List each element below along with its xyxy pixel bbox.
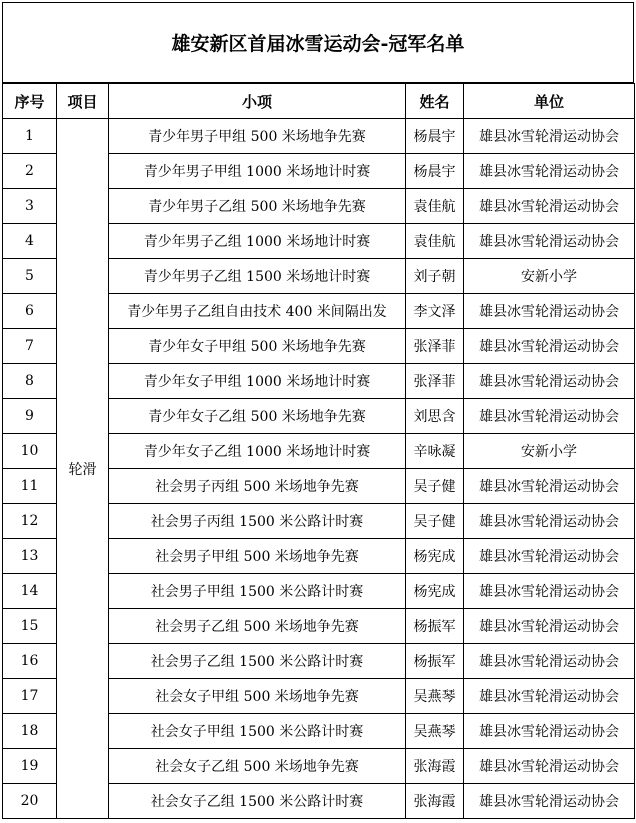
row-seq: 18 bbox=[3, 714, 57, 749]
row-event: 青少年男子甲组 500 米场地争先赛 bbox=[109, 119, 406, 154]
row-seq: 19 bbox=[3, 749, 57, 784]
row-unit: 安新小学 bbox=[464, 434, 635, 469]
row-name: 吴子健 bbox=[406, 504, 464, 539]
row-event: 社会女子甲组 1500 米公路计时赛 bbox=[109, 714, 406, 749]
row-name: 杨晨宇 bbox=[406, 119, 464, 154]
row-name: 吴子健 bbox=[406, 469, 464, 504]
row-seq: 2 bbox=[3, 154, 57, 189]
row-unit: 雄县冰雪轮滑运动协会 bbox=[464, 224, 635, 259]
row-seq: 1 bbox=[3, 119, 57, 154]
row-event: 社会女子甲组 500 米场地争先赛 bbox=[109, 679, 406, 714]
row-event: 社会男子甲组 1500 米公路计时赛 bbox=[109, 574, 406, 609]
row-name: 袁佳航 bbox=[406, 224, 464, 259]
row-event: 社会女子乙组 500 米场地争先赛 bbox=[109, 749, 406, 784]
row-name: 吴燕琴 bbox=[406, 679, 464, 714]
row-unit: 雄县冰雪轮滑运动协会 bbox=[464, 504, 635, 539]
row-unit: 雄县冰雪轮滑运动协会 bbox=[464, 574, 635, 609]
row-unit: 雄县冰雪轮滑运动协会 bbox=[464, 329, 635, 364]
row-unit: 雄县冰雪轮滑运动协会 bbox=[464, 189, 635, 224]
row-name: 张泽菲 bbox=[406, 329, 464, 364]
row-seq: 15 bbox=[3, 609, 57, 644]
row-seq: 3 bbox=[3, 189, 57, 224]
row-event: 青少年男子乙组 1500 米场地计时赛 bbox=[109, 259, 406, 294]
row-event: 社会男子丙组 500 米场地争先赛 bbox=[109, 469, 406, 504]
row-event: 青少年男子乙组 500 米场地争先赛 bbox=[109, 189, 406, 224]
row-seq: 7 bbox=[3, 329, 57, 364]
row-event: 社会男子丙组 1500 米公路计时赛 bbox=[109, 504, 406, 539]
project-cell: 轮滑 bbox=[57, 119, 109, 819]
row-seq: 13 bbox=[3, 539, 57, 574]
row-event: 青少年男子乙组自由技术 400 米间隔出发 bbox=[109, 294, 406, 329]
row-event: 青少年女子甲组 500 米场地争先赛 bbox=[109, 329, 406, 364]
row-name: 杨晨宇 bbox=[406, 154, 464, 189]
row-name: 张泽菲 bbox=[406, 364, 464, 399]
row-event: 青少年女子乙组 500 米场地争先赛 bbox=[109, 399, 406, 434]
header-seq: 序号 bbox=[3, 84, 57, 119]
row-event: 社会男子乙组 500 米场地争先赛 bbox=[109, 609, 406, 644]
row-unit: 雄县冰雪轮滑运动协会 bbox=[464, 539, 635, 574]
header-project: 项目 bbox=[57, 84, 109, 119]
row-name: 杨振军 bbox=[406, 644, 464, 679]
row-unit: 安新小学 bbox=[464, 259, 635, 294]
table-body bbox=[3, 119, 635, 819]
row-unit: 雄县冰雪轮滑运动协会 bbox=[464, 784, 635, 819]
row-unit: 雄县冰雪轮滑运动协会 bbox=[464, 294, 635, 329]
row-seq: 17 bbox=[3, 679, 57, 714]
row-seq: 16 bbox=[3, 644, 57, 679]
header-row bbox=[3, 84, 635, 119]
row-name: 张海霞 bbox=[406, 784, 464, 819]
row-event: 青少年男子甲组 1000 米场地计时赛 bbox=[109, 154, 406, 189]
row-seq: 6 bbox=[3, 294, 57, 329]
row-name: 吴燕琴 bbox=[406, 714, 464, 749]
header-event: 小项 bbox=[109, 84, 406, 119]
row-unit: 雄县冰雪轮滑运动协会 bbox=[464, 399, 635, 434]
row-seq: 11 bbox=[3, 469, 57, 504]
row-name: 刘思含 bbox=[406, 399, 464, 434]
row-seq: 8 bbox=[3, 364, 57, 399]
row-event: 社会女子乙组 1500 米公路计时赛 bbox=[109, 784, 406, 819]
row-seq: 9 bbox=[3, 399, 57, 434]
row-event: 社会男子甲组 500 米场地争先赛 bbox=[109, 539, 406, 574]
row-unit: 雄县冰雪轮滑运动协会 bbox=[464, 644, 635, 679]
row-name: 李文泽 bbox=[406, 294, 464, 329]
row-name: 辛咏凝 bbox=[406, 434, 464, 469]
row-seq: 4 bbox=[3, 224, 57, 259]
row-unit: 雄县冰雪轮滑运动协会 bbox=[464, 364, 635, 399]
row-name: 杨宪成 bbox=[406, 574, 464, 609]
row-event: 青少年女子甲组 1000 米场地计时赛 bbox=[109, 364, 406, 399]
row-event: 青少年女子乙组 1000 米场地计时赛 bbox=[109, 434, 406, 469]
row-unit: 雄县冰雪轮滑运动协会 bbox=[464, 714, 635, 749]
row-seq: 14 bbox=[3, 574, 57, 609]
row-unit: 雄县冰雪轮滑运动协会 bbox=[464, 679, 635, 714]
row-unit: 雄县冰雪轮滑运动协会 bbox=[464, 119, 635, 154]
row-event: 社会男子乙组 1500 米公路计时赛 bbox=[109, 644, 406, 679]
row-event: 青少年男子乙组 1000 米场地计时赛 bbox=[109, 224, 406, 259]
row-name: 袁佳航 bbox=[406, 189, 464, 224]
row-unit: 雄县冰雪轮滑运动协会 bbox=[464, 749, 635, 784]
row-name: 张海霞 bbox=[406, 749, 464, 784]
row-name: 刘子朝 bbox=[406, 259, 464, 294]
row-seq: 12 bbox=[3, 504, 57, 539]
row-seq: 20 bbox=[3, 784, 57, 819]
header-unit: 单位 bbox=[464, 84, 635, 119]
row-name: 杨振军 bbox=[406, 609, 464, 644]
row-name: 杨宪成 bbox=[406, 539, 464, 574]
header-name: 姓名 bbox=[406, 84, 464, 119]
row-unit: 雄县冰雪轮滑运动协会 bbox=[464, 154, 635, 189]
sheet-title: 雄安新区首届冰雪运动会-冠军名单 bbox=[2, 2, 634, 83]
row-unit: 雄县冰雪轮滑运动协会 bbox=[464, 609, 635, 644]
row-unit: 雄县冰雪轮滑运动协会 bbox=[464, 469, 635, 504]
row-seq: 5 bbox=[3, 259, 57, 294]
row-seq: 10 bbox=[3, 434, 57, 469]
table-row bbox=[3, 119, 635, 154]
champion-table bbox=[2, 83, 635, 819]
